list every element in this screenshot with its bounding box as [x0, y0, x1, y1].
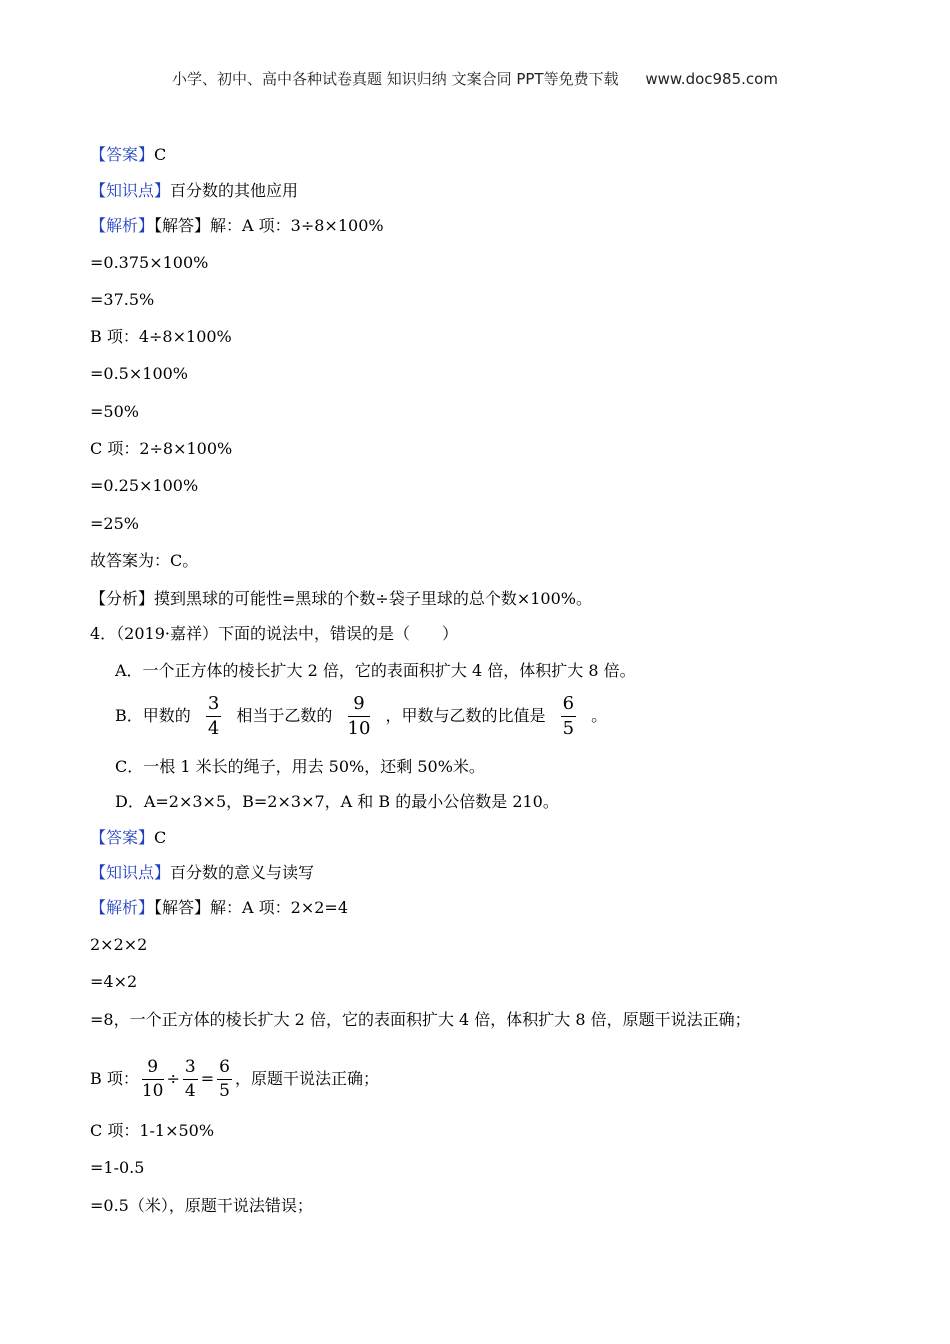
- knowledge-tag: 【知识点】: [90, 863, 171, 882]
- q3-step: B 项：4÷8×100%: [90, 327, 232, 346]
- answer-value: C: [154, 828, 167, 847]
- q3-step: =50%: [90, 402, 139, 421]
- operator: ÷: [166, 1069, 180, 1088]
- fraction: [561, 695, 576, 738]
- numerator: 9: [142, 1059, 164, 1080]
- q3-knowledge: [90, 180, 298, 202]
- q4-b-line: [90, 1057, 379, 1101]
- option-b-text-3: ，甲数与乙数的比值是: [385, 706, 546, 725]
- q4-knowledge: [90, 862, 314, 884]
- denominator: 4: [207, 718, 220, 739]
- answer-value: C: [154, 145, 167, 164]
- q4-step: C 项：1-1×50%: [90, 1121, 215, 1140]
- denominator: 10: [141, 1081, 164, 1101]
- numerator: 6: [561, 695, 576, 717]
- numerator: 3: [183, 1059, 198, 1080]
- numerator: 6: [217, 1059, 232, 1080]
- answer-tag: 【答案】: [90, 828, 155, 847]
- fraction: [142, 1059, 164, 1100]
- option-b-text-4: 。: [591, 706, 608, 725]
- knowledge-tag: 【知识点】: [90, 181, 171, 200]
- q4-option-c: C．一根 1 米长的绳子，用去 50%，还剩 50%米。: [115, 757, 485, 776]
- analysis-head: 【解答】解：A 项：3÷8×100%: [154, 216, 384, 235]
- q4-option-d: D．A=2×3×5，B=2×3×7，A 和 B 的最小公倍数是 210。: [115, 792, 559, 811]
- knowledge-value: 百分数的其他应用: [170, 181, 299, 200]
- q3-conclusion: 故答案为：C。: [90, 551, 199, 570]
- q3-answer: [90, 144, 166, 166]
- q4-option-b: [115, 694, 607, 738]
- header-site-link[interactable]: www.doc985.com: [645, 70, 778, 88]
- answer-tag: 【答案】: [90, 145, 155, 164]
- q4-step: =4×2: [90, 972, 138, 991]
- page-header: [0, 68, 950, 89]
- denominator: 4: [184, 1081, 196, 1101]
- header-text: 小学、初中、高中各种试卷真题 知识归纳 文案合同 PPT等免费下载: [172, 70, 619, 88]
- b-line-label: B 项：: [90, 1069, 139, 1088]
- denominator: 5: [562, 718, 575, 739]
- q4-analysis: [90, 897, 348, 919]
- fraction: [348, 695, 371, 738]
- numerator: 3: [206, 695, 221, 717]
- q4-answer: [90, 827, 166, 849]
- analysis-tag: 【解析】: [90, 216, 155, 235]
- q4-stem: 4．（2019·嘉祥）下面的说法中，错误的是（ ）: [90, 624, 458, 643]
- operator: =: [200, 1069, 215, 1088]
- fraction: [183, 1059, 198, 1100]
- q4-step: =0.5（米），原题干说法错误；: [90, 1196, 313, 1215]
- denominator: 5: [219, 1081, 230, 1101]
- q4-step: =8，一个正方体的棱长扩大 2 倍，它的表面积扩大 4 倍，体积扩大 8 倍，原题干说法正确；: [90, 1010, 751, 1029]
- q3-fenxi: 【分析】摸到黑球的可能性=黑球的个数÷袋子里球的总个数×100%。: [90, 589, 592, 608]
- q3-step: =37.5%: [90, 290, 155, 309]
- option-b-text-2: 相当于乙数的: [236, 706, 333, 725]
- knowledge-value: 百分数的意义与读写: [170, 863, 315, 882]
- q3-step: =0.375×100%: [90, 253, 209, 272]
- analysis-head: 【解答】解：A 项：2×2=4: [154, 898, 349, 917]
- q4-option-a: A．一个正方体的棱长扩大 2 倍，它的表面积扩大 4 倍，体积扩大 8 倍。: [115, 661, 636, 680]
- q4-step: =1-0.5: [90, 1158, 145, 1177]
- denominator: 10: [347, 718, 371, 739]
- q4-step: 2×2×2: [90, 935, 148, 954]
- numerator: 9: [348, 695, 371, 717]
- option-b-text-1: B．甲数的: [115, 706, 191, 725]
- q3-step: =0.5×100%: [90, 364, 188, 383]
- b-line-tail: ，原题干说法正确；: [234, 1069, 379, 1088]
- fraction: [206, 695, 221, 738]
- q3-step: =0.25×100%: [90, 476, 199, 495]
- fraction: [217, 1059, 232, 1100]
- analysis-tag: 【解析】: [90, 898, 155, 917]
- q3-analysis: [90, 215, 384, 237]
- q3-step: C 项：2÷8×100%: [90, 439, 233, 458]
- q3-step: =25%: [90, 514, 139, 533]
